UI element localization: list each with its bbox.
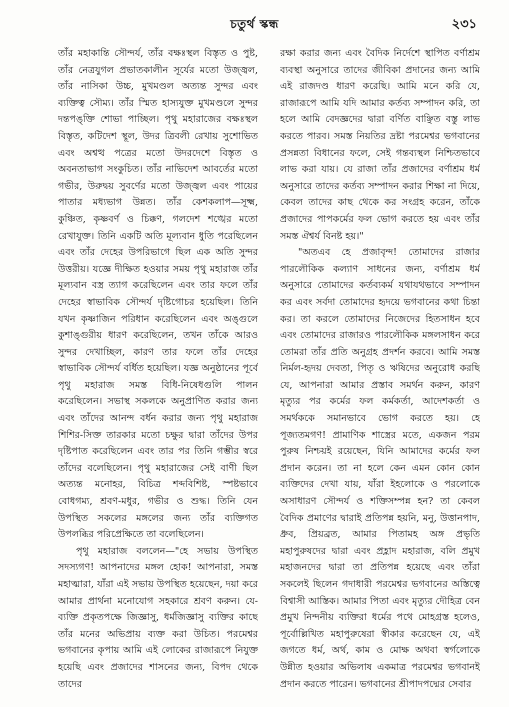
right-column (280, 46, 480, 691)
left-column (58, 46, 258, 691)
running-head: চতুর্থ স্কন্ধ (230, 17, 279, 31)
paragraph: রক্ষা করার জন্য এবং বৈদিক নির্দেশে স্থাপিত বর্ণাশ্রম ব্যবস্থা অনুসারে তাদের জীবিকা প্রদানের জন্য আমি এই রাজদণ্ড ধারণ করেছি। আমি মনে করি যে, রাজারূপে আমি যদি আমার কর্তব্য সম্পাদন করি, তা হলে আমি বেদজ্ঞদের দ্বারা বর্ণিত বাঞ্ছিত বস্তু লাভ করতে পারব। সমস্ত নিয়তির দ্রষ্টা পরমেশ্বর ভগবানের প্রসন্নতা বিধানের ফলে, সেই গন্তব্যস্থল নিশ্চিতভাবে লাভ করা যায়। যে রাজা তাঁর প্রজাদের বর্ণাশ্রম ধর্ম অনুসারে তাদের কর্তব্য সম্পাদন করার শিক্ষা না দিয়ে, কেবল তাদের কাছ থেকে কর সংগ্রহ করেন, তাঁকে প্রজাদের পাপকর্মের ফল ভোগ করতে হয় এবং তাঁর সমস্ত ঐশ্বর্য বিনষ্ট হয়।" (280, 48, 480, 242)
paragraph: তাঁর মহাকান্তি সৌন্দর্য, তাঁর বক্ষঃস্থল বিস্তৃত ও পুষ্ট, তাঁর নেত্রযুগল প্রভাতকালীন সূর্যের মতো উজ্জ্বল, তাঁর নাসিকা উচ্চ, মুখমণ্ডল অত্যন্ত সুন্দর এবং ব্যক্তিত্ব সৌম্য। তাঁর স্মিত হাস্যযুক্ত মুখমণ্ডলে সুন্দর দন্তপঙ্‌ক্তি শোভা পাচ্ছিল। পৃথু মহারাজের বক্ষঃস্থল বিস্তৃত, কটিদেশ স্থূল, উদর ত্রিবলী রেখায় সুশোভিত এবং অশ্বত্থ পত্রের মতো উদরদেশে বিস্তৃত ও অবনতাভাগ সংকুচিত। তাঁর নাভিদেশ আবর্তের মতো গভীর, উরুদ্বয় সুবর্ণের মতো উজ্জ্বল এবং পায়ের পাতার মধ্যভাগ উন্নত। তাঁর কেশকলাপ—সূক্ষ্ম, কুঞ্চিত, কৃষ্ণবর্ণ ও চিক্কণ, গলদেশ শঙ্খের মতো রেখাযুক্ত। তিনি একটি অতি মূল্যবান ধুতি পরেছিলেন এবং তাঁর দেহের উপরিভাগে ছিল এক অতি সুন্দর উত্তরীয়। যজ্ঞে দীক্ষিত হওয়ার সময় পৃথু মহারাজ তাঁর মূল্যবান বস্ত্র ত্যাগ করেছিলেন এবং তার ফলে তাঁর দেহের স্বাভাবিক সৌন্দর্য দৃষ্টিগোচর হয়েছিল। তিনি যখন কৃষ্ণাজিন পরিধান করেছিলেন এবং অঙ্গুলে কুশাঙ্গুরীয় ধারণ করেছিলেন, তখন তাঁকে আরও সুন্দর দেখাচ্ছিল, কারণ তার ফলে তাঁর দেহের স্বাভাবিক সৌন্দর্য বর্ধিত হয়েছিল। যজ্ঞ অনুষ্ঠানের পূর্বে পৃথু মহারাজ সমস্ত বিধি-নিষেধগুলি পালন করেছিলেন। সভাস্থ সকলকে অনুপ্রাণিত করার জন্য এবং তাঁদের আনন্দ বর্ধন করার জন্য পৃথু মহারাজ শিশির-সিক্ত তারকার মতো চক্ষুর দ্বারা তাঁদের উপর দৃষ্টিপাত করেছিলেন এবং তার পর তিনি গম্ভীর স্বরে তাঁদের বলেছিলেন। পৃথু মহারাজের সেই বাণী ছিল অত্যন্ত মনোহর, বিচিত্র শব্দবিশিষ্ট, স্পষ্টভাবে বোধগম্য, শ্রবণ-মধুর, গভীর ও শুদ্ধ। তিনি যেন উপস্থিত সকলের মঙ্গলের জন্য তাঁর ব্যক্তিগত উপলব্ধির পরিপ্রেক্ষিতে তা বলেছিলেন। (58, 48, 258, 541)
page-header (0, 16, 509, 36)
text-columns (58, 46, 480, 690)
paragraph: পৃথু মহারাজ বললেন—"হে সভায় উপস্থিত সদস্যগণ! আপনাদের মঙ্গল হোক! আপনারা, সমস্ত মহাত্মারা, যাঁরা এই সভায় উপস্থিত হয়েছেন, দয়া করে আমার প্রার্থনা মনোযোগ সহকারে শ্রবণ করুন। যে-ব্যক্তি প্রকৃতপক্ষে জিজ্ঞাসু, ধর্মজিজ্ঞাসু ব্যক্তির কাছে তাঁর মনের অভিপ্রায় ব্যক্ত করা উচিত। পরমেশ্বর ভগবানের কৃপায় আমি এই লোকের রাজারূপে নিযুক্ত হয়েছি এবং প্রজাদের শাসনের জন্য, বিপদ থেকে তাদের (58, 545, 258, 690)
paragraph: "অতএব হে প্রজাবৃন্দ! তোমাদের রাজার পারলৌকিক কল্যাণ সাধনের জন্য, বর্ণাশ্রম ধর্ম অনুসারে তোমাদের কর্তব্যকর্ম যথাযথভাবে সম্পাদন কর এবং সর্বদা তোমাদের হৃদয়ে ভগবানের কথা চিন্তা কর। তা করলে তোমাদের নিজেদের হিতসাধন হবে এবং তোমাদের রাজারও পারলৌকিক মঙ্গলসাধন করে তোমরা তাঁর প্রতি অনুগ্রহ প্রদর্শন করবে। আমি সমস্ত নির্মল-হৃদয় দেবতা, পিতৃ ও ঋষিদের অনুরোধ করছি যে, আপনারা আমার প্রস্তাব সমর্থন করুন, কারণ মৃত্যুর পর কর্মের ফল কর্মকর্তা, আদেশকর্তা ও সমর্থককে সমানভাবে ভোগ করতে হয়। হে পূজ্যতমগণ! প্রামাণিক শাস্ত্রের মতে, একজন পরম পুরুষ নিশ্চয়ই রয়েছেন, যিনি আমাদের কর্মের ফল প্রদান করেন। তা না হলে কেন এমন কোন কোন ব্যক্তিদের দেখা যায়, যাঁরা ইহলোকে ও পরলোকে অসাধারণ সৌন্দর্য ও শক্তিসম্পন্ন হন? তা কেবল বৈদিক প্রমাণের দ্বারাই প্রতিপন্ন হয়নি, মনু, উত্তানপাদ, ধ্রুব, প্রিয়ব্রত, আমার পিতামহ অঙ্গ প্রভৃতি মহাপুরুষদের দ্বারা এবং প্রহ্লাদ মহারাজ, বলি প্রমুখ মহাজনদের দ্বারা তা প্রতিপন্ন হয়েছে এবং তাঁরা সকলেই ছিলেন গদাধারী পরমেশ্বর ভগবানের অস্তিত্বে বিশ্বাসী আস্তিক। আমার পিতা এবং মৃত্যুর দৌহিত্র বেন প্রমুখ নিন্দনীয় ব্যক্তিরা ধর্মের পথে মোহগ্রস্ত হলেও, পূর্বোল্লিখিত মহাপুরুষেরা স্বীকার করেছেন যে, এই জগতে ধর্ম, অর্থ, কাম ও মোক্ষ অথবা স্বর্গলোকে উন্নীত হওয়ার অভিলাষ একমাত্র পরমেশ্বর ভগবানই প্রদান করতে পারেন। ভগবানের শ্রীপাদপদ্মের সেবার (280, 247, 480, 690)
page-number: ২৩১ (451, 17, 477, 32)
